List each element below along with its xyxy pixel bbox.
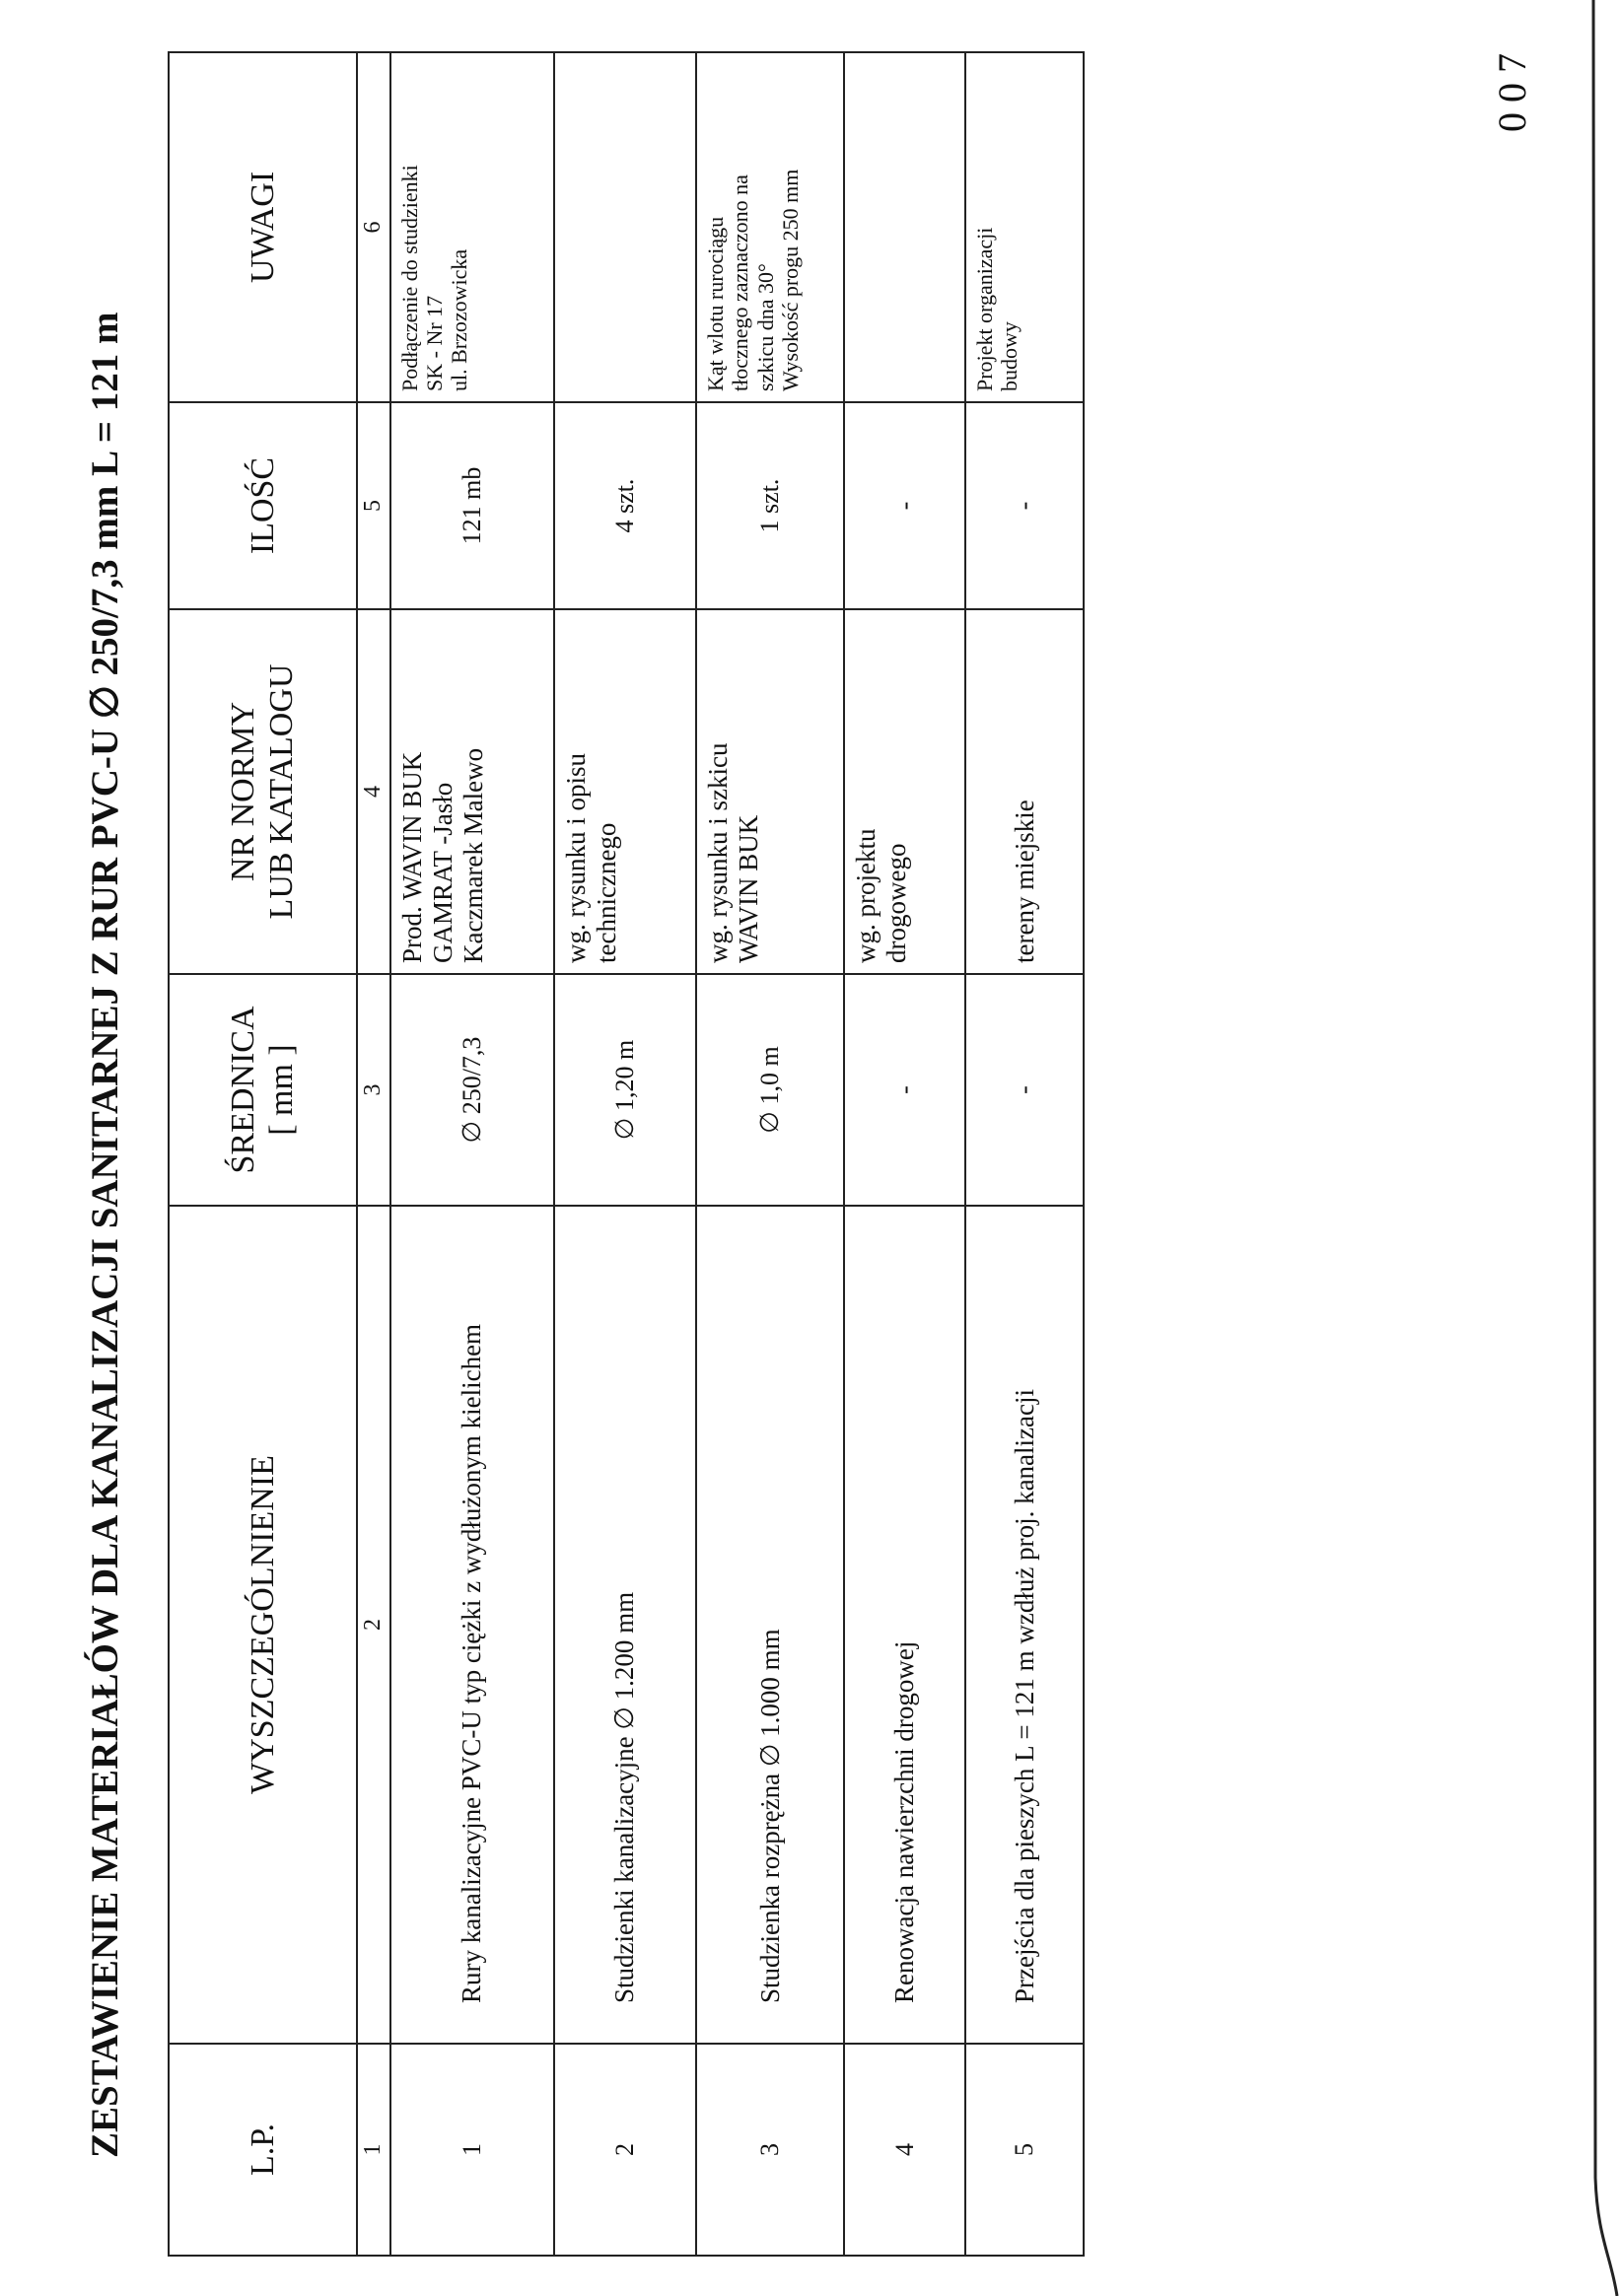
row-description: Studzienki kanalizacyjne ∅ 1.200 mm <box>554 1206 696 2044</box>
table-row <box>696 52 844 2256</box>
row-notes: Podłączenie do studzienki SK - Nr 17 ul. Brzozowicka <box>390 52 554 402</box>
column-number-row <box>357 52 390 2256</box>
row-description: Studzienka rozprężna ∅ 1.000 mm <box>696 1206 844 2044</box>
row-notes <box>844 52 965 402</box>
column-number: 2 <box>357 1206 390 2044</box>
row-diameter: - <box>844 974 965 1206</box>
header-lp: L.P. <box>169 2044 357 2256</box>
row-quantity: 4 szt. <box>554 402 696 609</box>
scan-edge-line <box>1568 0 1621 2296</box>
header-quantity: ILOŚĆ <box>169 402 357 609</box>
row-notes <box>554 52 696 402</box>
row-notes: Kąt wlotu rurociągu tłocznego zaznaczono na szkicu dna 30° Wysokość progu 250 mm <box>696 52 844 402</box>
row-quantity: - <box>844 402 965 609</box>
table-row <box>965 52 1084 2256</box>
table-row <box>844 52 965 2256</box>
header-diameter: ŚREDNICA [ mm ] <box>169 974 357 1206</box>
row-lp: 5 <box>965 2044 1084 2256</box>
row-quantity: 1 szt. <box>696 402 844 609</box>
table-header-row <box>169 52 357 2256</box>
materials-table <box>168 51 1085 2257</box>
row-description: Renowacja nawierzchni drogowej <box>844 1206 965 2044</box>
column-number: 1 <box>357 2044 390 2256</box>
column-number: 3 <box>357 974 390 1206</box>
table-row <box>554 52 696 2256</box>
row-description: Rury kanalizacyjne PVC-U typ ciężki z wydłużonym kielichem <box>390 1206 554 2044</box>
row-quantity: - <box>965 402 1084 609</box>
row-lp: 3 <box>696 2044 844 2256</box>
column-number: 6 <box>357 52 390 402</box>
header-notes: UWAGI <box>169 52 357 402</box>
header-description: WYSZCZEGÓLNIENIE <box>169 1206 357 2044</box>
column-number: 5 <box>357 402 390 609</box>
row-norm: Prod. WAVIN BUK GAMRAT -Jasło Kaczmarek Malewo <box>390 609 554 974</box>
row-norm: wg. rysunku i opisu technicznego <box>554 609 696 974</box>
row-norm: tereny miejskie <box>965 609 1084 974</box>
row-lp: 1 <box>390 2044 554 2256</box>
row-diameter: - <box>965 974 1084 1206</box>
row-norm: wg. rysunku i szkicu WAVIN BUK <box>696 609 844 974</box>
document-title: ZESTAWIENIE MATERIAŁÓW DLA KANALIZACJI SANITARNEJ Z RUR PVC-U ∅ 250/7,3 mm L = 121 m <box>84 312 126 2158</box>
row-lp: 2 <box>554 2044 696 2256</box>
page-number: 007 <box>1490 43 1534 132</box>
row-norm: wg. projektu drogowego <box>844 609 965 974</box>
row-diameter: ∅ 250/7,3 <box>390 974 554 1206</box>
row-diameter: ∅ 1,0 m <box>696 974 844 1206</box>
row-description: Przejścia dla pieszych L = 121 m wzdłuż proj. kanalizacji <box>965 1206 1084 2044</box>
row-notes: Projekt organizacji budowy <box>965 52 1084 402</box>
row-lp: 4 <box>844 2044 965 2256</box>
row-quantity: 121 mb <box>390 402 554 609</box>
column-number: 4 <box>357 609 390 974</box>
header-norm: NR NORMY LUB KATALOGU <box>169 609 357 974</box>
table-row <box>390 52 554 2256</box>
row-diameter: ∅ 1,20 m <box>554 974 696 1206</box>
